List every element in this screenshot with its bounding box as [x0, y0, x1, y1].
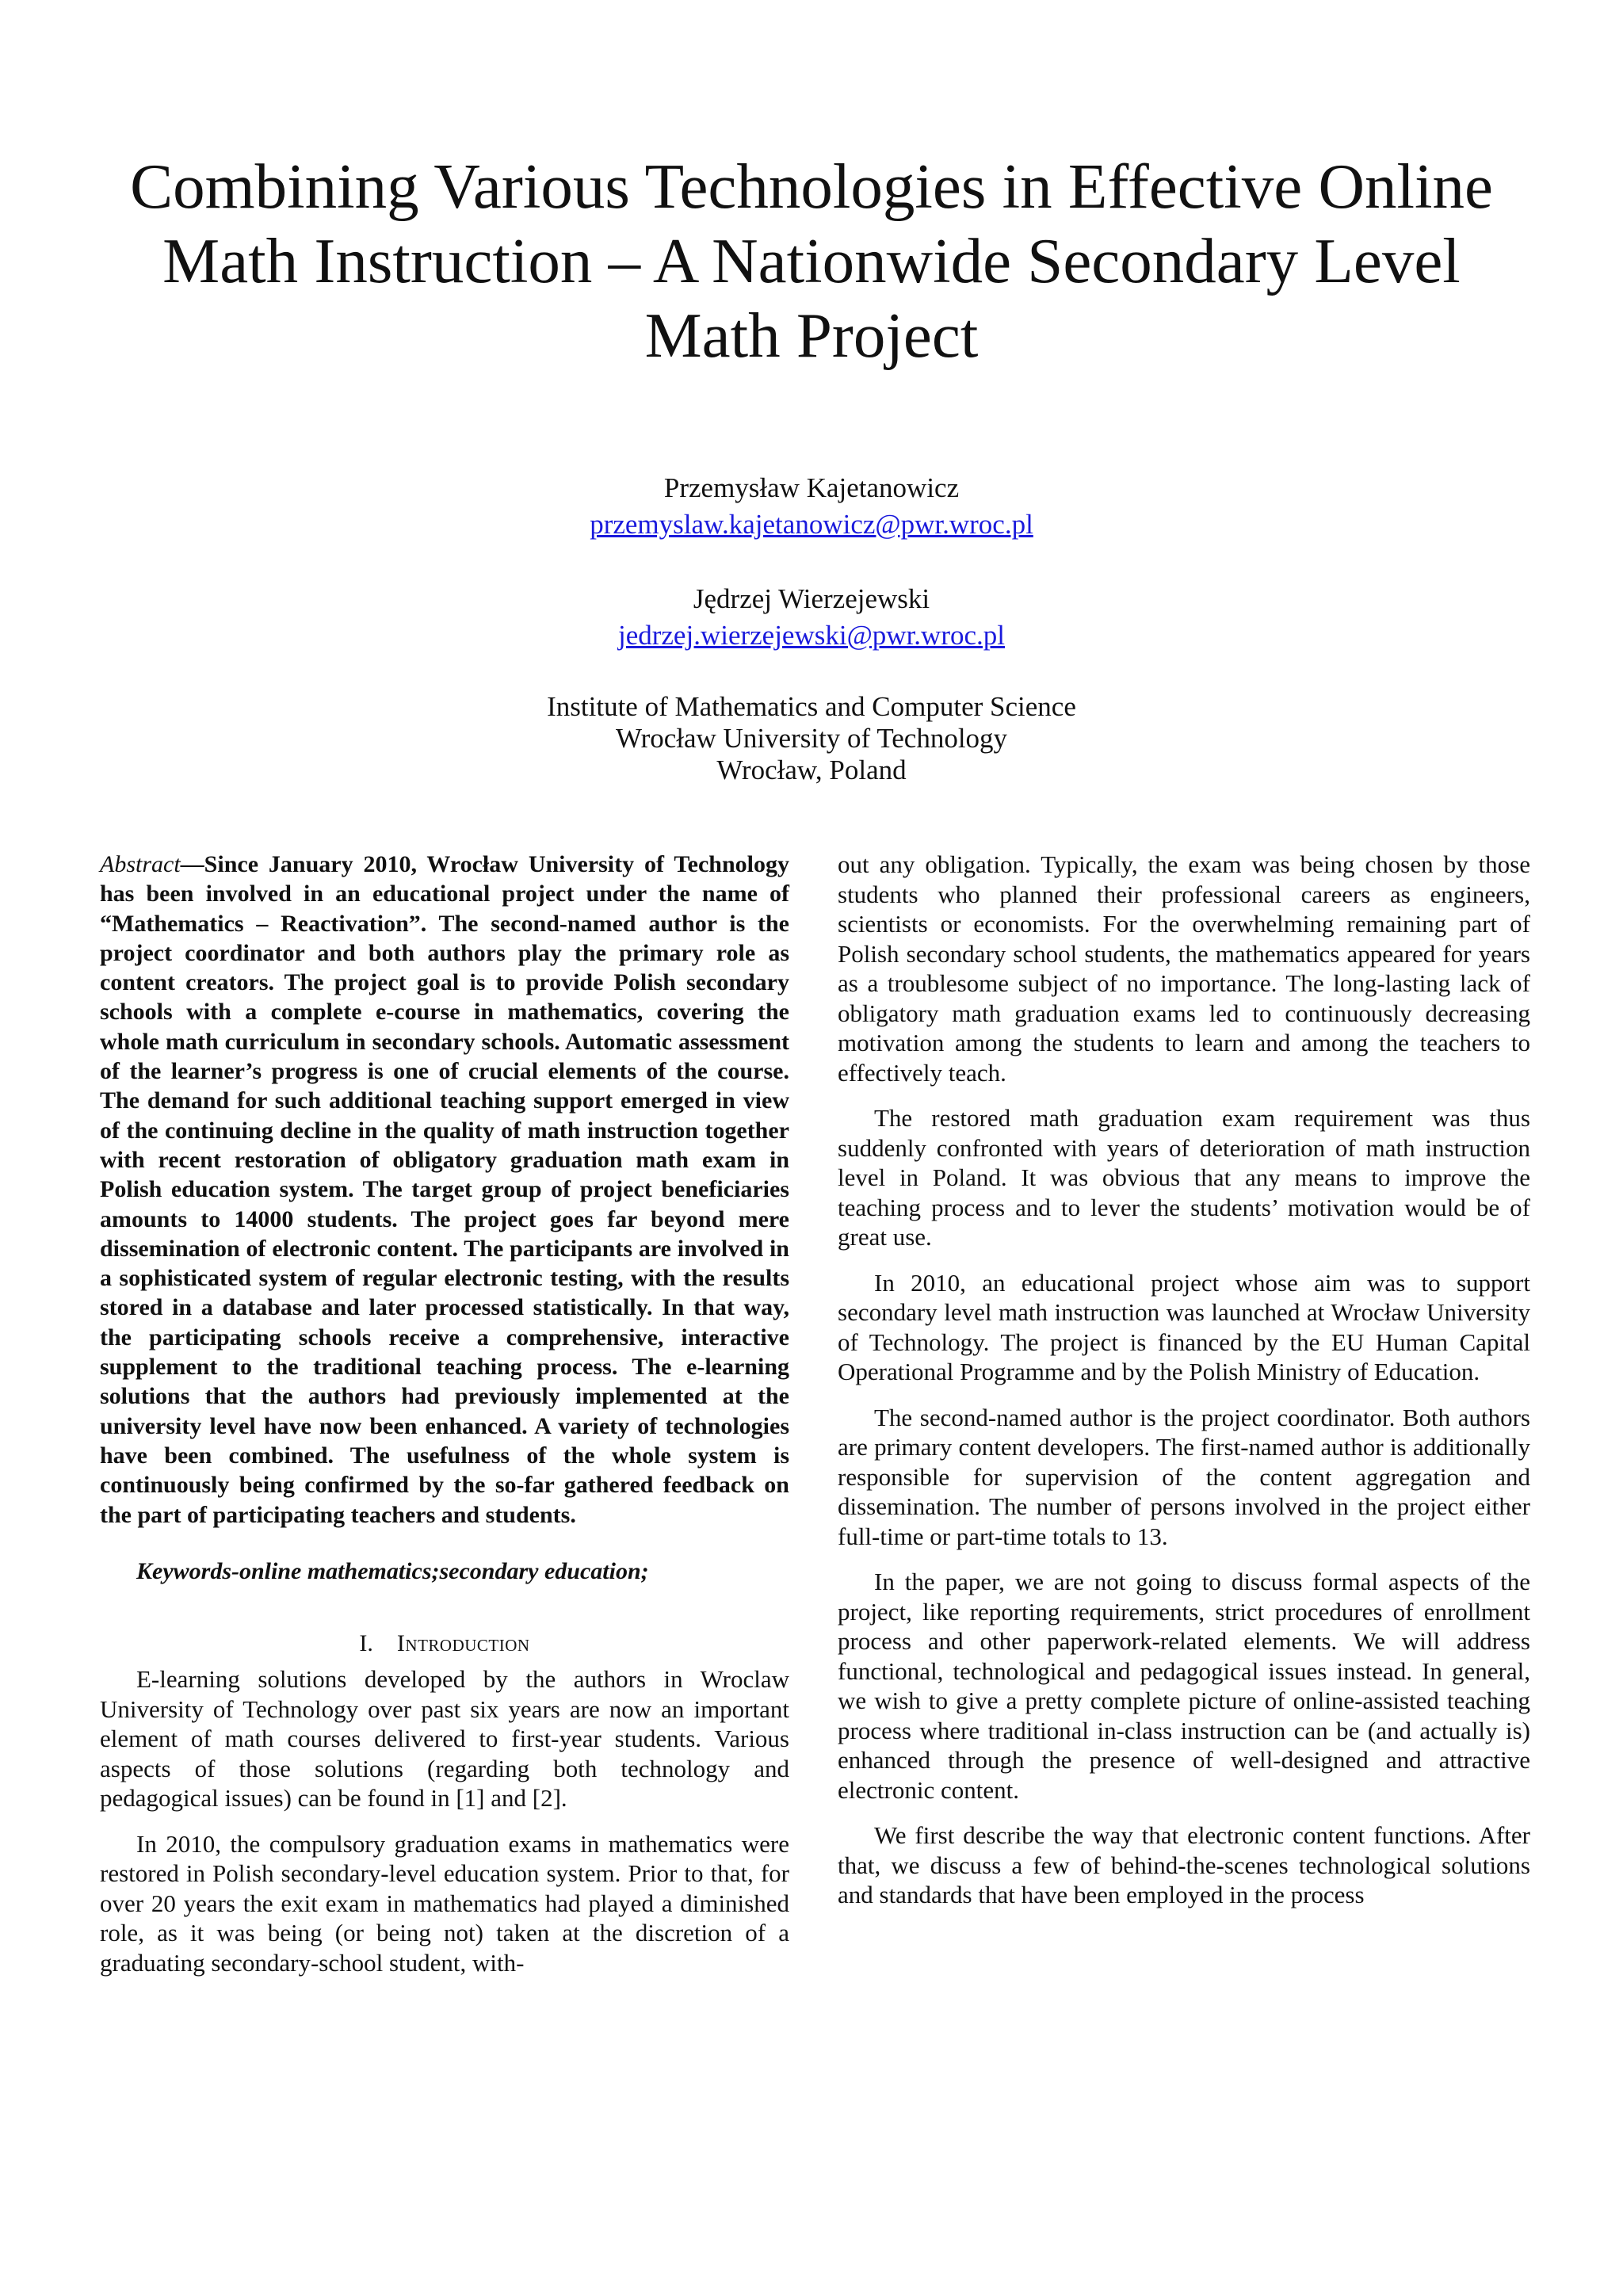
section-title: Introduction [396, 1630, 530, 1657]
author-2-name: Jędrzej Wierzejewski [693, 583, 930, 614]
author-1-name: Przemysław Kajetanowicz [663, 472, 960, 503]
affiliation-line-3: Wrocław, Poland [716, 755, 907, 785]
intro-paragraph-6: In the paper, we are not going to discuss formal aspects of the project, like reporting requirements, strict procedures of enrollment process and other paperwork-related elements. We will address functional, technological and pedagogical issues instead. In general, we wish to give a pretty complete picture of online-assisted teaching process where traditional in-class instruction can be (and actually is) enhanced through the presence of well-designed and attractive electronic content. [838, 1568, 1530, 1804]
title-line-3: Math Project [644, 300, 979, 371]
intro-paragraph-2-continued: out any obligation. Typically, the exam was being chosen by those students who planned their professional careers as engineers, scientists or economists. For the overwhelming remaining part of Polish secondary school students, the mathematics appeared for years as a troublesome subject of no importance. The long-lasting lack of obligatory math graduation exams led to continuously decreasing motivation among the students to learn and among the teachers to effectively teach. [838, 850, 1530, 1087]
abstract-text: —Since January 2010, Wrocław University of Technology has been involved in an educational project under the name of “Mathematics – Reactivation”. The second-named author is the project coordinator and both authors play the primary role as content creators. The project goal is to provide Polish secondary schools with a complete e-course in mathematics, covering the whole math curriculum in secondary schools. Automatic assessment of the learner’s progress is one of crucial elements of the course. The demand for such additional teaching support emerged in view of the continuing decline in the quality of math instruction together with recent restoration of obligatory graduation math exam in Polish education system. The target group of project beneficiaries amounts to 14000 students. The project goes far beyond mere dissemination of electronic content. The participants are involved in a sophisticated system of regular electronic testing, with the results stored in a database and later processed statistically. In that way, the participating schools receive a comprehensive, interactive supplement to the traditional teaching process. The e-learning solutions that the authors had previously implemented at the university level have now been enhanced. A variety of technologies have been combined. The usefulness of the whole system is continuously being confirmed by the so-far gathered feedback on the part of participating teachers and students. [100, 851, 789, 1528]
intro-paragraph-5: The second-named author is the project coordinator. Both authors are primary content developers. The first-named author is additionally responsible for supervision of the content aggregation and dissemination. The number of persons involved in the project either full-time or part-time totals to 13. [838, 1403, 1530, 1550]
title-line-1: Combining Various Technologies in Effective Online [130, 151, 1493, 222]
abstract [100, 850, 789, 1530]
author-block [415, 472, 1208, 786]
intro-paragraph-4: In 2010, an educational project whose aim was to support secondary level math instruction was launched at Wrocław University of Technology. The project is financed by the EU Human Capital Operational Programme and by the Polish Ministry of Education. [838, 1268, 1530, 1385]
author-1 [415, 472, 1208, 541]
left-column [100, 850, 789, 1993]
author-1-email-link[interactable]: przemyslaw.kajetanowicz@pwr.wroc.pl [590, 509, 1033, 540]
intro-paragraph-3: The restored math graduation exam requirement was thus suddenly confronted with years of deterioration of math instruction level in Poland. It was obvious that any means to improve the teaching process and to lever the students’ motivation would be of great use. [838, 1104, 1530, 1251]
affiliation-line-2: Wrocław University of Technology [615, 723, 1008, 754]
intro-paragraph-7: We first describe the way that electronic content functions. After that, we discuss a few of behind-the-scenes technological solutions and standards that have been employed in the process [838, 1821, 1530, 1908]
intro-paragraph-1: E-learning solutions developed by the authors in Wroclaw University of Technology over past six years are now an important element of math courses delivered to first-year students. Various aspects of those solutions (regarding both technology and pedagogical issues) can be found in [1] and [2]. [100, 1665, 789, 1813]
affiliation-line-1: Institute of Mathematics and Computer Science [547, 691, 1076, 722]
section-heading-introduction [100, 1629, 789, 1658]
intro-paragraph-2: In 2010, the compulsory graduation exams in mathematics were restored in Polish secondary-level education system. Prior to that, for over 20 years the exit exam in mathematics had played a diminished role, as it was being (or being not) taken at the discretion of a graduating secondary-school student, with- [100, 1829, 789, 1977]
author-2-email-link[interactable]: jedrzej.wierzejewski@pwr.wroc.pl [617, 620, 1006, 651]
abstract-label: Abstract [100, 851, 181, 877]
author-2 [415, 583, 1208, 651]
keywords: Keywords-online mathematics;secondary education; [136, 1557, 649, 1584]
section-number: I. [359, 1630, 373, 1657]
affiliation [415, 691, 1208, 786]
paper-title [79, 149, 1544, 372]
right-column [838, 850, 1530, 1926]
title-line-2: Math Instruction – A Nationwide Secondary Level [162, 225, 1461, 296]
